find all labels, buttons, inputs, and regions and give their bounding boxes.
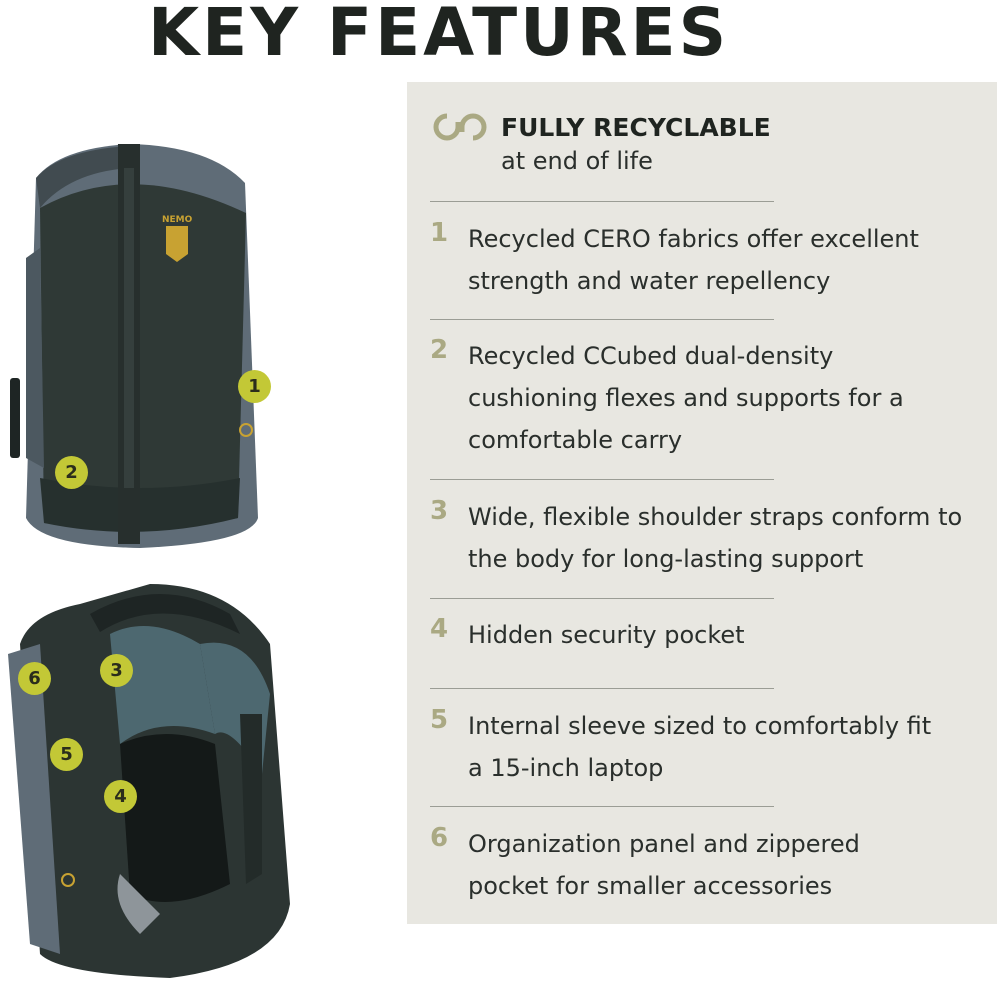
divider <box>430 201 774 202</box>
feature-number: 5 <box>430 705 449 735</box>
photo-badge-4: 4 <box>104 780 137 813</box>
feature-text: Internal sleeve sized to comfortably fit a 15-inch laptop <box>468 712 932 782</box>
divider <box>430 598 774 599</box>
recycle-loop-icon <box>431 110 489 144</box>
svg-text:NEMO: NEMO <box>162 215 193 225</box>
feature-number: 1 <box>430 218 449 248</box>
divider <box>430 688 774 689</box>
feature-number: 6 <box>430 823 449 853</box>
feature-text: Wide, flexible shoulder straps conform to the body for long-lasting support <box>468 503 963 573</box>
photo-badge-5: 5 <box>50 738 83 771</box>
page-title: KEY FEATURES <box>148 0 730 71</box>
feature-number: 3 <box>430 496 449 526</box>
feature-number: 4 <box>430 614 449 644</box>
photo-badge-6: 6 <box>18 662 51 695</box>
feature-text: Hidden security pocket <box>468 621 745 649</box>
divider <box>430 806 774 807</box>
feature-number: 2 <box>430 335 449 365</box>
feature-text: Organization panel and zippered pocket for smaller accessories <box>468 830 860 900</box>
photo-badge-3: 3 <box>100 654 133 687</box>
feature-text: Recycled CERO fabrics offer excellent strength and water repellency <box>468 225 919 295</box>
photo-badge-1: 1 <box>238 370 271 403</box>
backpack-front-image <box>0 138 275 554</box>
feature-text: Recycled CCubed dual-density cushioning flexes and supports for a comfortable carry <box>468 342 904 454</box>
recyclable-subtitle: at end of life <box>501 147 653 175</box>
photo-badge-2: 2 <box>55 456 88 489</box>
recyclable-title: FULLY RECYCLABLE <box>501 113 771 142</box>
backpack-back-image <box>0 574 295 982</box>
divider <box>430 479 774 480</box>
divider <box>430 319 774 320</box>
